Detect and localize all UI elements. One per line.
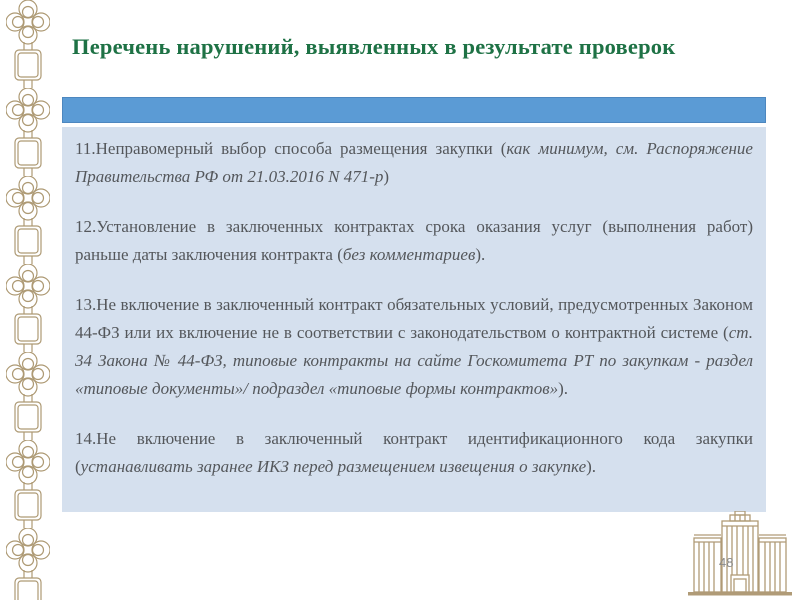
violation-item [75,213,753,269]
government-building-icon [688,511,792,597]
content-panel [62,127,766,512]
violation-text-run: без комментариев [342,245,476,264]
header-bar [62,97,766,123]
violation-text-run: 12.Установление в заключенных контрактах срока оказания услуг (выполнения работ) раньше даты заключения контракта ( [75,217,753,264]
violation-text-run: 14.Не включение в заключенный контракт идентификационного кода закупки ( [75,429,753,476]
violation-text-run: 11.Неправомерный выбор способа размещения закупки ( [75,139,507,158]
violation-text-run: устанавливать заранее ИКЗ перед размещением извещения о закупке [80,457,587,476]
violation-text-run: ) [383,167,390,186]
violation-item [75,291,753,403]
violation-text-run: ст. 34 Закона № 44-ФЗ, типовые контракты на сайте Госкомитета РТ по закупкам - раздел «типовые документы»/ подраздел «типовые формы контрактов» [75,323,753,398]
violation-text-run: 13.Не включение в заключенный контракт обязательных условий, предусмотренных Законом 44-ФЗ или их включение не в соответствии с законодательством о контрактной системе ( [75,295,753,342]
violation-text-run: ). [586,457,597,476]
page-title: Перечень нарушений, выявленных в результате проверок [72,34,676,59]
violation-text-run: ). [558,379,569,398]
violation-item [75,425,753,481]
ornamental-border-icon [6,0,50,600]
violation-item [75,135,753,191]
violation-text-run: как минимум, см. Распоряжение Правительства РФ от 21.03.2016 N 471-р [75,139,753,186]
page-number: 48 [719,555,734,570]
violation-text-run: ). [475,245,486,264]
